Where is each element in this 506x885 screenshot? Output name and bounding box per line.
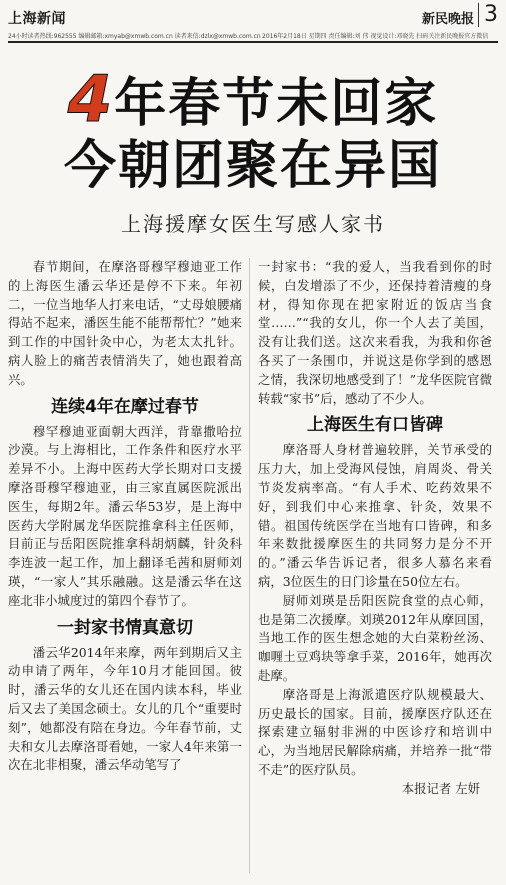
header-rule xyxy=(8,41,498,43)
contact-info: 24小时读者热线:962555 编辑邮箱:xmyab@xmwb.com.cn 读者来信:dzlx@xmwb.com.cn xyxy=(8,33,261,40)
section-heading: 连续4年在摩过春节 xyxy=(51,396,199,417)
paragraph: 穆罕穆迪亚面朝大西洋，背靠撒哈拉沙漠。与上海相比，工作条件和医疗水平差异不小。上海中医药大学长期对口支援摩洛哥穆罕穆迪亚，由三家直属医院派出医生，每期2年。潘云华53岁，是上海中医药大学附属龙华医院推拿科主任医师，目前正与岳阳医院推拿科胡炳麟，针灸科李连波一起工作，加上翻译毛茜和厨师刘瑛，“一家人”其乐融融。这是潘云华在这座北非小城度过的第四个春节了。 xyxy=(8,423,242,608)
paragraph: 潘云华2014年来摩，两年到期后又主动申请了两年，今年10月才能回国。彼时，潘云华的女儿还在国内读本科，毕业后又去了美国念硕士。女儿的几个“重要时刻”，她都没有陪在身边。今年春节前，丈夫和女儿去摩洛哥看她，一家人4年来第一次在北非相聚，潘云华动笔写了 xyxy=(8,644,242,773)
headline-line-1-text: 年春节未回家 xyxy=(114,74,439,134)
article-column-left xyxy=(8,258,242,775)
paragraph: 春节期间，在摩洛哥穆罕穆迪亚工作的上海医生潘云华还是停不下来。年初二，一位当地华人打来电话，“丈母娘腰痛得站不起来，潘医生能不能帮帮忙？”她来到工作的中国针灸中心，为老太太扎针。病人脸上的痛苦表情消失了，她也跟着高兴。 xyxy=(8,259,242,387)
section-heading: 上海医生有口皆碑 xyxy=(307,415,443,436)
column-divider xyxy=(249,258,250,873)
paragraph: 摩洛哥是上海派遣医疗队规模最大、历史最长的国家。目前，援摩医疗队还在探索建立辐射非洲的中医诊疗和培训中心，为当地居民解除病痛，并培养一批“带不走”的医疗队员。 xyxy=(258,686,492,777)
edition-info: 2016年2月18日 星期四 责任编辑:刘 伟 视觉设计:邓晓先 扫码关注新民晚报官方微信 xyxy=(262,33,489,40)
page-number: 3 xyxy=(478,3,498,27)
section-heading: 一封家书情真意切 xyxy=(57,617,193,638)
headline-line-1 xyxy=(0,63,506,137)
paragraph: 摩洛哥人身材普遍较胖，关节承受的压力大，加上受海风侵蚀，肩周炎、骨关节炎发病率高。“有人手术、吃药效果不好，到我们中心来推拿、针灸，效果不错。祖国传统医学在当地有口皆碑，和多年来数批援摩医生的共同努力是分不开的。”潘云华告诉记者，很多人慕名来看病，3位医生的日门诊量在50位左右。 xyxy=(258,442,492,589)
byline: 本报记者 左妍 xyxy=(401,780,480,796)
article-column-right xyxy=(258,258,492,799)
headline-line-2: 今朝团聚在异国 xyxy=(63,136,442,196)
paragraph: 一封家书：“我的爱人，当我看到你的时候，白发增添了不少，还保持着清瘦的身材，得知你现在把家附近的饭店当食堂……”“我的女儿，你一个人去了美国，没有让我们送。这次来看我，为我和你爸各买了一条围巾，并说这是你学到的感恩之情，我深切地感受到了！”龙华医院官微转载“家书”后，感动了不少人。 xyxy=(258,259,492,406)
subheadline: 上海援摩女医生写感人家书 xyxy=(121,212,385,236)
paragraph: 厨师刘瑛是岳阳医院食堂的点心师，也是第二次援摩。刘瑛2012年从摩回国，当地工作的医生想念她的大白菜粉丝汤、咖喱土豆鸡块等拿手菜，2016年，她再次赴摩。 xyxy=(258,592,492,683)
newspaper-logo: 新民晚报 xyxy=(421,12,474,27)
section-name: 上海新闻 xyxy=(8,11,66,27)
headline-number: 4 xyxy=(67,63,115,137)
